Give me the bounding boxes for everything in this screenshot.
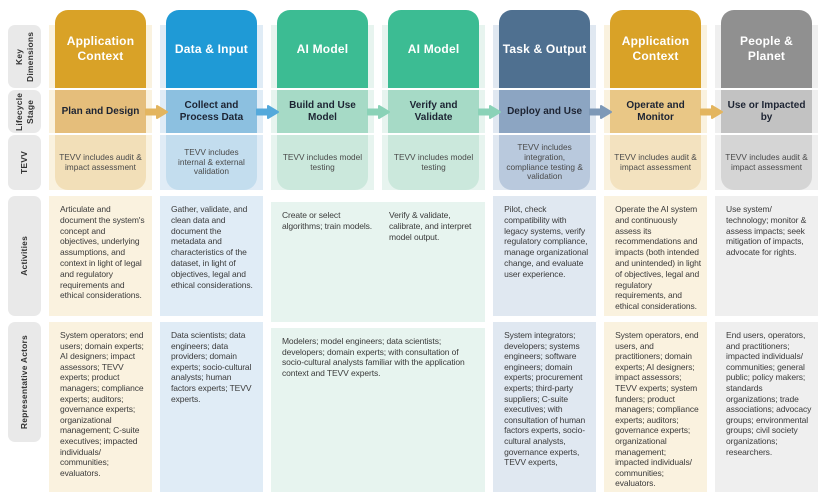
lifecycle-stage-cell <box>715 90 818 133</box>
key-dimension-header: Application Context <box>610 10 701 88</box>
key-dimension-header: People & Planet <box>721 10 812 88</box>
row-label-tevv <box>8 135 41 190</box>
row-label-rail <box>8 10 41 492</box>
activities-text: Pilot, check compatibility with legacy systems, verify regulatory compliance, manage organizational change, and evaluate user experience. <box>493 196 596 316</box>
key-dimension-cell <box>382 10 485 88</box>
key-dimension-cell <box>49 10 152 88</box>
activities-text: Verify & validate, calibrate, and interpret model output. <box>389 210 472 242</box>
tevv-text: TEVV includes integration, compliance testing & validation <box>499 135 590 190</box>
flow-arrow-icon <box>588 103 613 121</box>
key-dimension-header: Data & Input <box>166 10 257 88</box>
column-plan-and-design <box>49 10 152 492</box>
flow-arrow-icon <box>255 103 280 121</box>
row-label-lifecycle-stage <box>8 90 41 133</box>
tevv-cell <box>604 135 707 190</box>
tevv-text: TEVV includes audit & impact assessment <box>610 135 701 190</box>
flow-arrow-icon <box>366 103 391 121</box>
lifecycle-stage-label: Plan and Design <box>55 90 146 133</box>
activities-text: Use system/ technology; monitor & assess impacts; seek mitigation of impacts, advocate for rights. <box>715 196 818 316</box>
column-deploy-and-use <box>493 10 596 492</box>
lifecycle-stage-cell <box>604 90 707 133</box>
tevv-text: TEVV includes audit & impact assessment <box>721 135 812 190</box>
rail-spacer <box>8 10 41 25</box>
columns-ai-model-group <box>271 10 485 492</box>
key-dimension-cell <box>493 10 596 88</box>
key-dimension-header: AI Model <box>277 10 368 88</box>
lifecycle-stage-cell <box>493 90 596 133</box>
key-dimension-cell <box>715 10 818 88</box>
lifecycle-stage-label: Build and Use Model <box>277 90 368 133</box>
lifecycle-stage-cell <box>271 90 374 133</box>
key-dimension-cell <box>271 10 374 88</box>
key-dimension-header: Task & Output <box>499 10 590 88</box>
tevv-cell <box>271 135 374 190</box>
column-use-or-impacted-by <box>715 10 818 492</box>
representative-actors-text: End users, operators, and practitioners; impacted individuals/ communities; general public; policy makers; standards organizations; trade associations; advocacy groups; environmental groups; civil society organizations; researchers. <box>715 322 818 492</box>
lifecycle-stage-label: Collect and Process Data <box>166 90 257 133</box>
activities-text: Articulate and document the system's concept and objectives, underlying assumptions, and context in light of legal and regulatory requirements and ethical considerations. <box>49 196 152 316</box>
tevv-cell <box>49 135 152 190</box>
tevv-cell <box>382 135 485 190</box>
ai-model-group-top <box>271 10 485 196</box>
column-verify-and-validate <box>382 10 485 196</box>
row-label-key-dimensions <box>8 25 41 88</box>
activities-text: Create or select algorithms; train models. <box>281 210 373 231</box>
lifecycle-stage-cell <box>49 90 152 133</box>
activities-shared-band <box>271 202 485 322</box>
row-label-text: TEVV <box>19 150 29 174</box>
flow-arrow-icon <box>477 103 502 121</box>
row-label-activities <box>8 196 41 316</box>
activities-text: Gather, validate, and clean data and document the metadata and characteristics of the dataset, in light of objectives, legal and ethical considerations. <box>160 196 263 316</box>
tevv-cell <box>493 135 596 190</box>
key-dimension-cell <box>604 10 707 88</box>
lifecycle-stage-label: Operate and Monitor <box>610 90 701 133</box>
key-dimension-cell <box>160 10 263 88</box>
row-label-text: Lifecycle Stage <box>13 92 35 131</box>
flow-arrow-icon <box>699 103 724 121</box>
tevv-cell <box>715 135 818 190</box>
tevv-text: TEVV includes model testing <box>277 135 368 190</box>
representative-actors-text: System integrators; developers; systems engineers; software engineers; domain experts; procurement experts; third-party suppliers; C-suite executives; with consultation of human factors experts, socio-cultural analysts, governance experts, TEVV experts, <box>493 322 596 492</box>
representative-actors-text: Data scientists; data engineers; data providers; domain experts; socio-cultural analysts; human factors experts; TEVV experts. <box>160 322 263 492</box>
tevv-cell <box>160 135 263 190</box>
activities-text: Operate the AI system and continuously assess its recommendations and impacts (both intended and unintended) in light of objectives, legal and regulatory requirements, and ethical considerations. <box>604 196 707 316</box>
flow-arrow-icon <box>144 103 169 121</box>
column-operate-and-monitor <box>604 10 707 492</box>
lifecycle-stage-label: Verify and Validate <box>388 90 479 133</box>
representative-actors-text: System operators, end users, and practitioners; domain experts; AI designers; impact assessors; TEVV experts; system funders; product managers; compliance experts; auditors; governance experts; organizational management; impacted individuals/ communities; evaluators. <box>604 322 707 492</box>
row-label-representative-actors <box>8 322 41 442</box>
key-dimension-header: Application Context <box>55 10 146 88</box>
lifecycle-stage-cell <box>160 90 263 133</box>
tevv-text: TEVV includes model testing <box>388 135 479 190</box>
column-collect-and-process-data <box>160 10 263 492</box>
row-label-text: Representative Actors <box>19 334 29 430</box>
lifecycle-stage-cell <box>382 90 485 133</box>
row-label-text: Activities <box>19 236 29 276</box>
tevv-text: TEVV includes internal & external validation <box>166 135 257 190</box>
lifecycle-stage-label: Use or Impacted by <box>721 90 812 133</box>
tevv-text: TEVV includes audit & impact assessment <box>55 135 146 190</box>
representative-actors-merged-text: Modelers; model engineers; data scientists; developers; domain experts; with consultation of socio-cultural analysts familiar with the application context and TEVV experts. <box>271 328 485 492</box>
key-dimension-header: AI Model <box>388 10 479 88</box>
representative-actors-text: System operators; end users; domain experts; AI designers; impact assessors; TEVV experts; product managers; compliance experts; auditors; governance experts; organizational management; C-suite executives; impacted individuals/ communities; evaluators. <box>49 322 152 492</box>
lifecycle-stage-label: Deploy and Use <box>499 90 590 133</box>
column-build-and-use-model <box>271 10 374 196</box>
row-label-text: Key Dimensions <box>13 31 35 82</box>
